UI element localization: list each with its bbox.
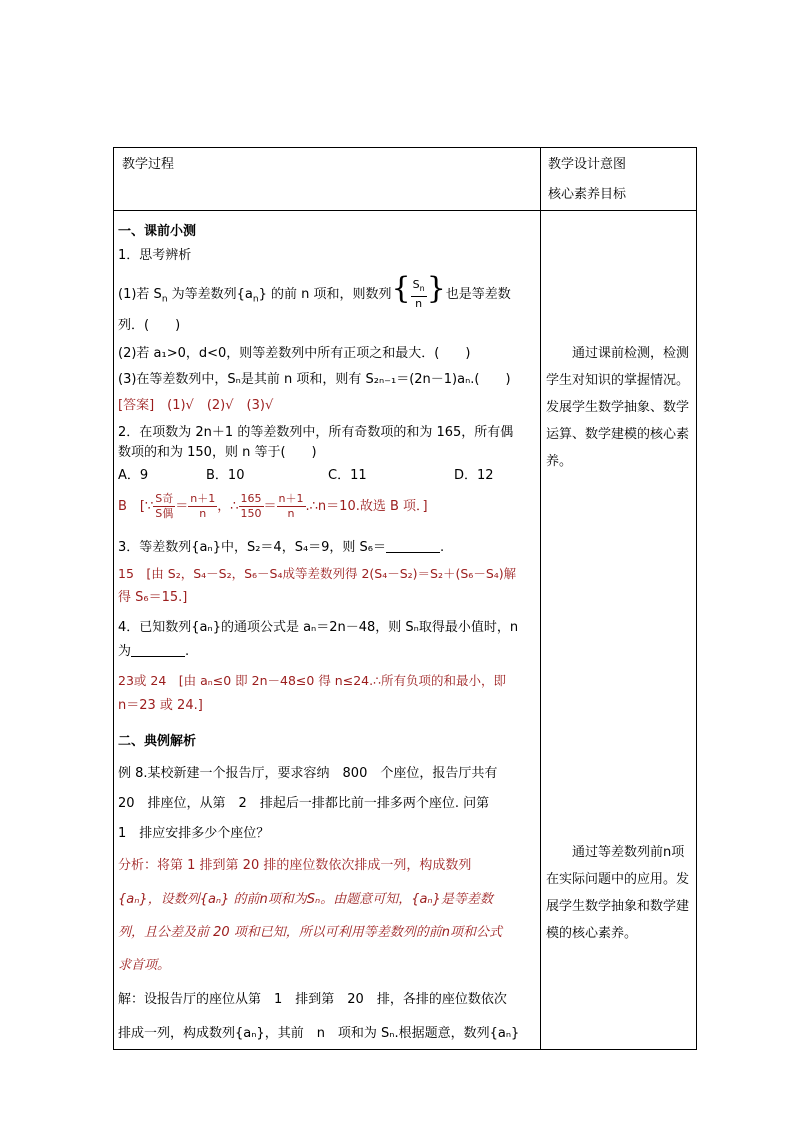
q4-line1: 4．已知数列{aₙ}的通项公式是 aₙ＝2n－48，则 Sₙ取得最小值时，n: [118, 620, 519, 635]
solution-line2: 排成一列，构成数列{aₙ}，其前 n 项和为 Sₙ.根据题意，数列{aₙ}: [118, 1026, 520, 1041]
analysis-line4: 求首项。: [118, 958, 171, 973]
q2-option-c: C．11: [328, 468, 367, 483]
q1-item3: (3)在等差数列中，Sₙ是其前 n 项和，则有 S₂ₙ₋₁＝(2n－1)aₙ.( ): [118, 372, 511, 387]
answer-3-line1: 15 [由 S₂，S₄－S₂，S₆－S₄成等差数列得 2(S₄－S₂)＝S₂＋(S₆－S₄)解: [118, 566, 517, 581]
analysis-line3: 列，且公差及前 20 项和已知，所以可利用等差数列的前n项和公式: [118, 925, 503, 940]
header-core-literacy: 核心素养目标: [548, 187, 627, 202]
q2-option-d: D．12: [454, 468, 494, 483]
lesson-table: [113, 147, 697, 1050]
header-design-intent: [548, 156, 626, 216]
header-design-intent-line1: 教学设计意图: [548, 157, 627, 172]
q1-item2: (2)若 a₁>0，d<0，则等差数列中所有正项之和最大．( ): [118, 346, 471, 361]
header-teaching-process: 教学过程: [122, 157, 175, 172]
example-line1: 例 8.某校新建一个报告厅，要求容纳 800 个座位，报告厅共有: [118, 766, 498, 781]
answer-4-line1: 23或 24 [由 aₙ≤0 即 2n－48≤0 得 n≤24.∴所有负项的和最小，即: [118, 673, 507, 688]
q1-item1: (1)若 $S_n$ 为等差数列$\{a_n\}$ 的前 n 项和，则数列{ $\frac{S_n}{n}$ }也是等差数: [118, 271, 511, 311]
q4-line2: 为 .: [118, 644, 190, 659]
q2-option-b: B．10: [206, 468, 245, 483]
section1-title: 一、课前小测: [118, 224, 197, 239]
design-intent-1: 通过课前检测，检测学生对知识的掌握情况。发展学生数学抽象、数学运算、数学建模的核心素养。: [546, 346, 690, 469]
answer-3-line2: 得 S₆＝15.]: [118, 590, 188, 605]
answer-4-line2: n＝23 或 24.]: [118, 698, 203, 713]
q2-option-a: A．9: [118, 468, 149, 483]
example-line2: 20 排座位，从第 2 排起后一排都比前一排多两个座位. 问第: [118, 796, 490, 811]
q4-blank: [131, 644, 185, 657]
q1-title: 1．思考辨析: [118, 248, 192, 263]
q3-blank: [386, 540, 440, 553]
q2-line2: 数项的和为 150，则 n 等于( ): [118, 445, 317, 460]
answer-1: [答案] (1)√ (2)√ (3)√: [118, 398, 274, 413]
analysis-line2: {aₙ}，设数列{aₙ} 的前n项和为Sₙ。由题意可知，{aₙ}是等差数: [118, 892, 493, 907]
analysis-line1: 分析：将第 1 排到第 20 排的座位数依次排成一列，构成数列: [118, 858, 472, 873]
design-intent-2: 通过等差数列前n项在实际问题中的应用。发展学生数学抽象和数学建模的核心素养。: [546, 845, 690, 941]
q2-line1: 2．在项数为 2n＋1 的等差数列中，所有奇数项的和为 165，所有偶: [118, 425, 514, 440]
example-line3: 1 排应安排多少个座位？: [118, 826, 270, 841]
q1-item1-cont: 列．( ): [118, 318, 181, 333]
column-divider: [540, 148, 541, 1049]
section2-title: 二、典例解析: [118, 734, 197, 749]
q3: 3．等差数列{aₙ}中，S₂＝4，S₄＝9，则 S₆＝ .: [118, 540, 445, 555]
solution-line1: 解：设报告厅的座位从第 1 排到第 20 排，各排的座位数依次: [118, 992, 507, 1007]
answer-2: B [∵ $\frac{\text{S奇}}{\text{S偶}}$ ＝ $\frac{n+1}{n}$ ，∴ $\frac{165}{150}$ ＝ $\frac{n+1}{n}$ .∴n＝10.故选 B 项．]: [118, 492, 428, 520]
